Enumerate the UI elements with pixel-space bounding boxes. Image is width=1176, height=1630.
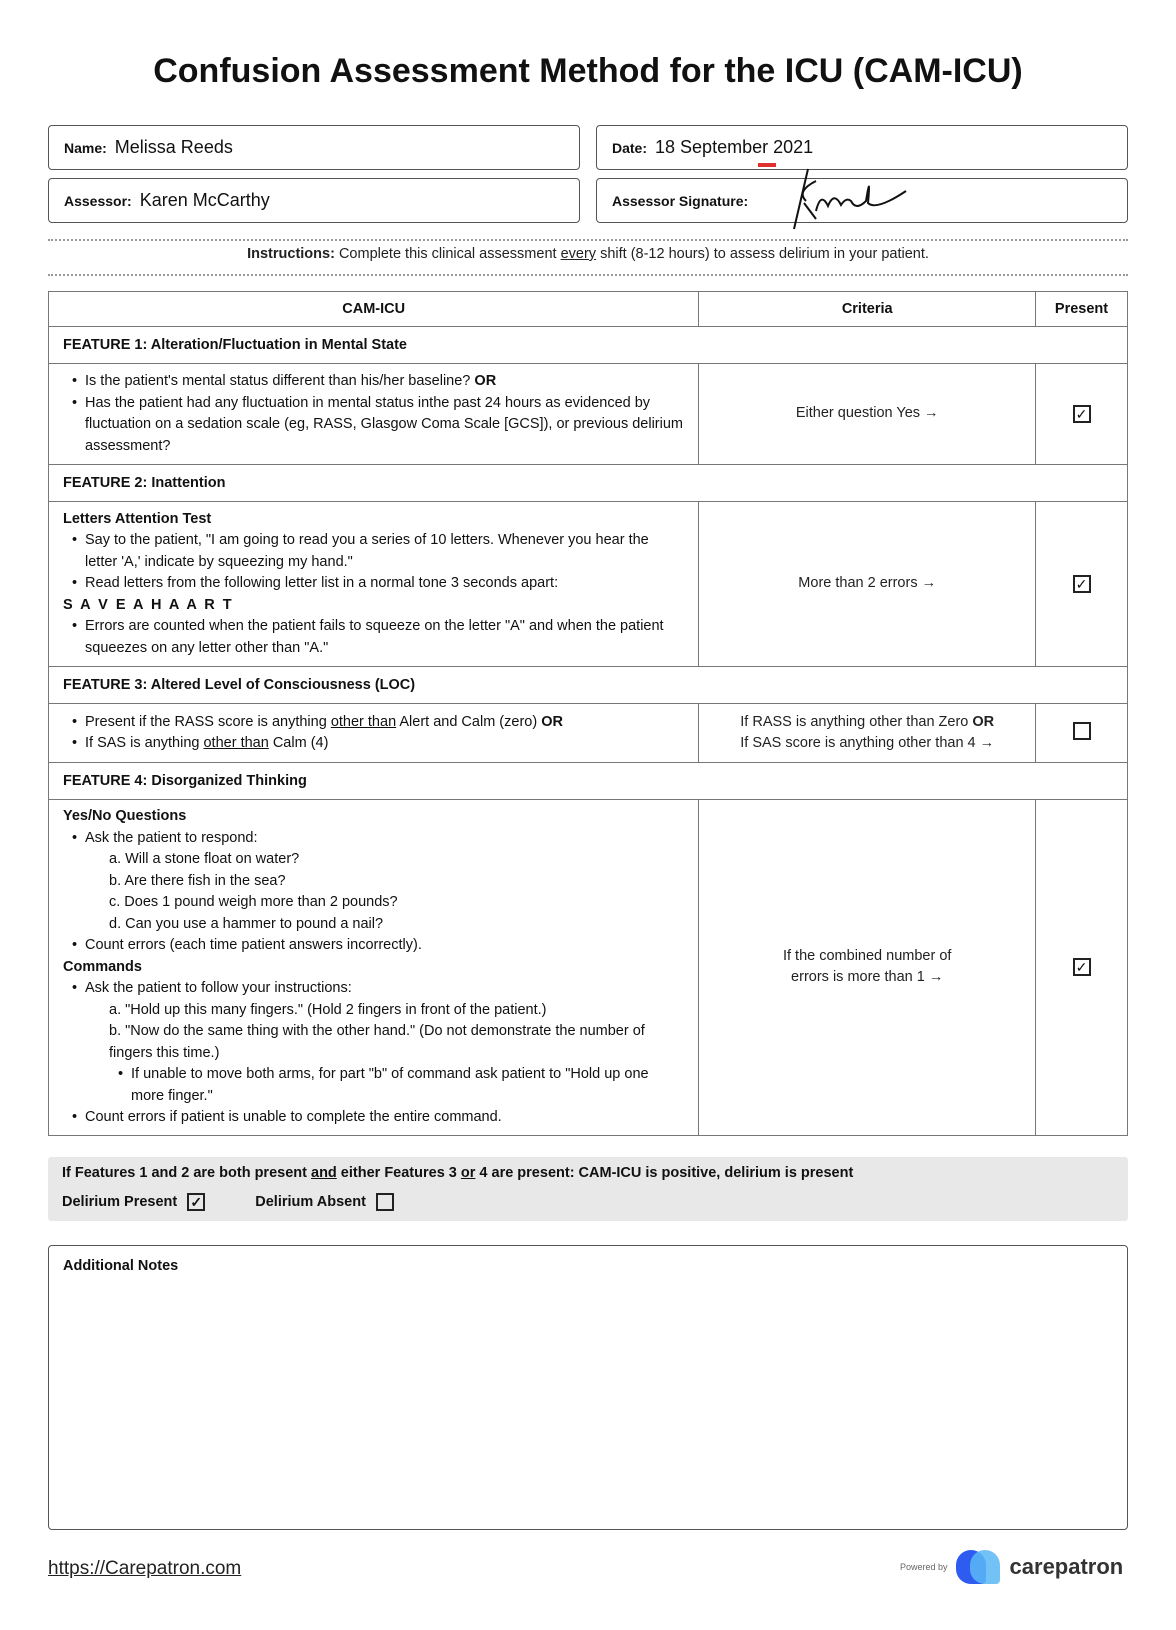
delirium-present-label: Delirium Present (62, 1194, 178, 1210)
divider (48, 239, 1128, 241)
feature-1-title: FEATURE 1: Alteration/Fluctuation in Mental State (49, 327, 1128, 364)
col-header-present: Present (1036, 292, 1128, 327)
name-label: Name: (64, 139, 107, 156)
additional-notes-field[interactable] (48, 1245, 1128, 1530)
notes-label: Additional Notes (63, 1258, 179, 1274)
feature-1-criteria: Either question Yes → (699, 364, 1036, 465)
assessor-label: Assessor: (64, 192, 132, 209)
date-label: Date: (612, 139, 648, 156)
feature-4-criteria: If the combined number of errors is more than 1 → (699, 800, 1036, 1136)
name-value: Melissa Reeds (114, 137, 233, 157)
feature-2-present-checkbox[interactable]: ✓ (1073, 575, 1091, 593)
col-header-cam-icu: CAM-ICU (49, 292, 699, 327)
summary-rule: If Features 1 and 2 are both present and either Features 3 or 4 are present: CAM-ICU is positive, delirium is present (62, 1165, 854, 1181)
delirium-present-checkbox[interactable]: ✓ (187, 1193, 205, 1211)
page-title: Confusion Assessment Method for the ICU (CAM-ICU) (153, 52, 1023, 90)
feature-3-questions: • Present if the RASS score is anything other than Alert and Calm (zero) OR • If SAS is anything other than Calm (4) (49, 704, 699, 763)
col-header-criteria: Criteria (699, 292, 1036, 327)
feature-2-title: FEATURE 2: Inattention (49, 465, 1128, 502)
delirium-absent-checkbox[interactable] (376, 1193, 394, 1211)
cam-icu-table (48, 291, 1128, 1136)
feature-1-questions: • Is the patient's mental status different than his/her baseline? OR • Has the patient had any fluctuation in mental status inthe past 24 hours as evidenced by fluctuation on a sedation scale (eg, RASS, Glasgow Coma Scale [GCS]), or previous delirium assessment? (49, 364, 699, 465)
feature-4-questions: Yes/No Questions • Ask the patient to respond: a. Will a stone float on water? b. Are there fish in the sea? c. Does 1 pound weigh more than 2 pounds? d. Can you use a hammer to pound a nail? • Count errors (each time patient answers incorrectly). Commands • Ask the patient to follow your instructions: a. "Hold up this many fingers." (Hold 2 fingers in front of the patient.) b. "Now do the same thing with the other hand." (Do not demonstrate the number of fingers this time.) • If unable to move both arms, for part "b" of command ask patient to "Hold up one more finger." • Count errors if patient is unable to complete the entire command. (49, 800, 699, 1136)
signature-field[interactable] (596, 178, 1128, 223)
carepatron-link[interactable]: https://Carepatron.com (48, 1558, 242, 1579)
feature-4-title: FEATURE 4: Disorganized Thinking (49, 763, 1128, 800)
divider (48, 274, 1128, 276)
carepatron-logo-icon (956, 1550, 1002, 1584)
date-value: 18 September 2021 (655, 137, 814, 157)
feature-3-title: FEATURE 3: Altered Level of Consciousness (LOC) (49, 667, 1128, 704)
assessor-value: Karen McCarthy (139, 190, 270, 210)
feature-3-present-checkbox[interactable] (1073, 722, 1091, 740)
carepatron-logo: Powered by carepatron (900, 1550, 1123, 1584)
feature-2-criteria: More than 2 errors → (699, 502, 1036, 667)
feature-4-present-checkbox[interactable]: ✓ (1073, 958, 1091, 976)
instructions: Instructions: Complete this clinical assessment every shift (8-12 hours) to assess delirium in your patient. (247, 246, 929, 262)
name-field[interactable] (48, 125, 580, 170)
summary-box (48, 1157, 1128, 1221)
delirium-absent-label: Delirium Absent (255, 1194, 366, 1210)
feature-1-present-checkbox[interactable]: ✓ (1073, 405, 1091, 423)
feature-3-criteria: If RASS is anything other than Zero OR If SAS score is anything other than 4 → (699, 704, 1036, 763)
feature-2-questions: Letters Attention Test • Say to the patient, "I am going to read you a series of 10 letters. Whenever you hear the letter 'A,' indicate by squeezing my hand." • Read letters from the following letter list in a normal tone 3 seconds apart: S A V E A H A A R T • Errors are counted when the patient fails to squeeze on the letter "A" and when the patient squeezes on any letter other than "A." (49, 502, 699, 667)
signature-label: Assessor Signature: (612, 192, 749, 209)
signature-image (756, 161, 916, 231)
assessor-field[interactable] (48, 178, 580, 223)
